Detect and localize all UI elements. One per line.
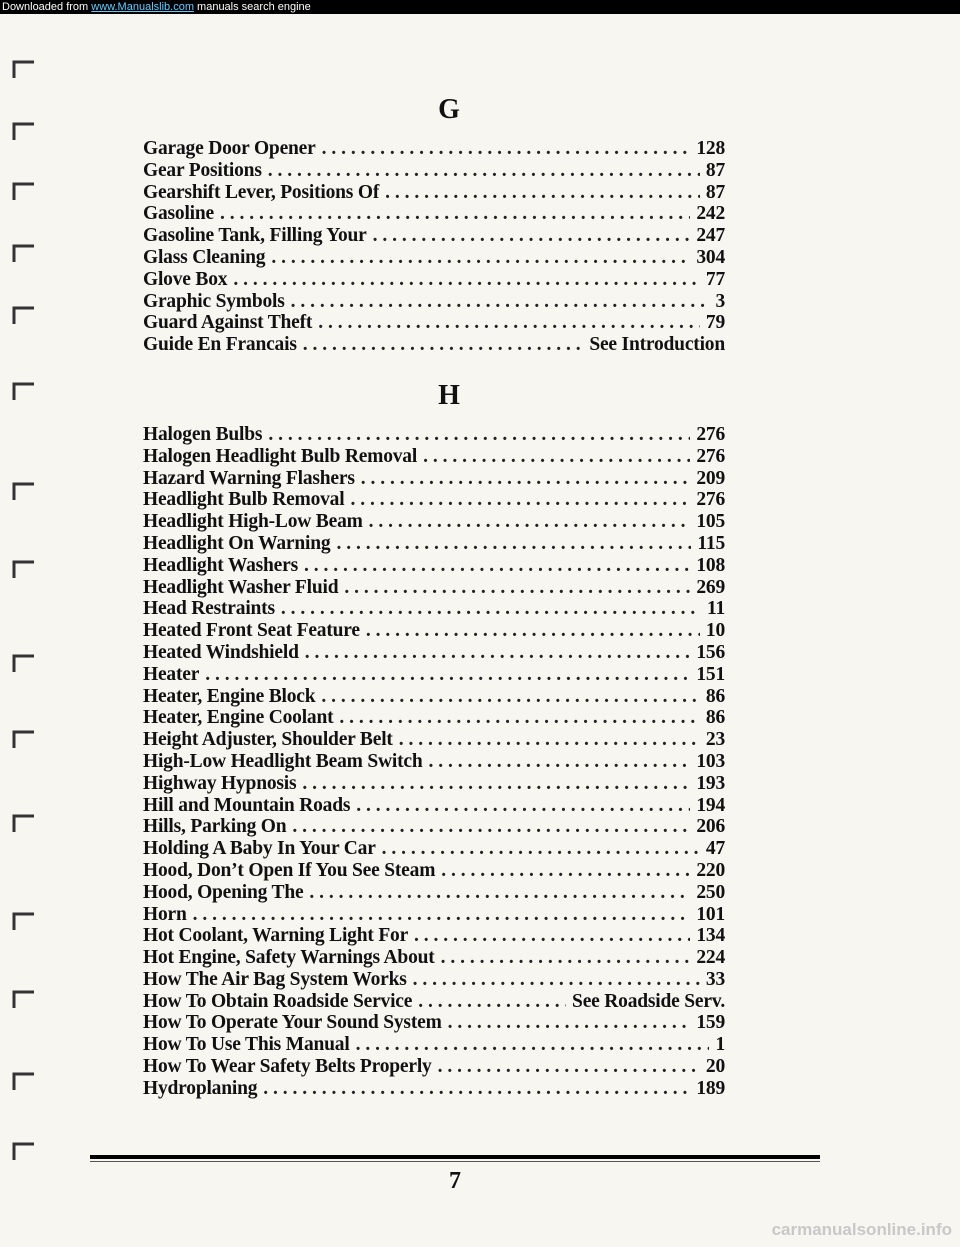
dot-leader: [373, 225, 691, 247]
entry-page: 194: [696, 794, 725, 816]
index-entry: [143, 925, 725, 947]
entry-page: 304: [696, 246, 725, 268]
entries-g: [143, 138, 725, 356]
entry-page: 33: [705, 968, 725, 990]
dot-leader: [356, 795, 690, 817]
entry-term: How To Wear Safety Belts Properly: [143, 1056, 432, 1078]
dot-leader: [304, 555, 690, 577]
entry-term: Guide En Francais: [143, 334, 297, 356]
entry-page: 159: [696, 1012, 725, 1034]
download-banner: [0, 0, 960, 14]
entry-term: Gasoline: [143, 203, 214, 225]
entry-page: 193: [696, 772, 725, 794]
entry-term: Holding A Baby In Your Car: [143, 838, 376, 860]
entry-term: Halogen Bulbs: [143, 423, 263, 445]
entry-term: Head Restraints: [143, 598, 275, 620]
dot-leader: [428, 751, 690, 773]
entry-page: 220: [696, 859, 725, 881]
index-entry: [143, 707, 725, 729]
section-letter-h: H: [438, 379, 460, 411]
index-entry: [143, 312, 725, 334]
index-entry: [143, 160, 725, 182]
dot-leader: [366, 620, 700, 642]
entry-term: Heated Front Seat Feature: [143, 620, 360, 642]
dot-leader: [369, 511, 691, 533]
entry-term: Hot Coolant, Warning Light For: [143, 925, 409, 947]
entry-term: Graphic Symbols: [143, 290, 285, 312]
index-entry: [143, 751, 725, 773]
entry-term: Hazard Warning Flashers: [143, 467, 355, 489]
index-entry: [143, 686, 725, 708]
entry-term: Hood, Opening The: [143, 881, 304, 903]
entry-term: Heater, Engine Block: [143, 685, 316, 707]
entry-term: How The Air Bag System Works: [143, 968, 407, 990]
dot-leader: [268, 160, 700, 182]
entry-page: 1: [715, 1034, 725, 1056]
dot-leader: [382, 838, 700, 860]
entry-page: 86: [705, 707, 725, 729]
entry-page: 276: [696, 445, 725, 467]
index-entry: [143, 468, 725, 490]
entry-page: See Roadside Serv.: [572, 990, 725, 1012]
entry-term: Hills, Parking On: [143, 816, 287, 838]
section-letter-g: G: [438, 94, 460, 125]
index-entry: [143, 1034, 725, 1056]
dot-leader: [292, 816, 690, 838]
index-entry: [143, 203, 725, 225]
dot-leader: [438, 1056, 700, 1078]
dot-leader: [414, 925, 690, 947]
entry-page: 105: [696, 511, 725, 533]
entry-term: Gearshift Lever, Positions Of: [143, 181, 380, 203]
entry-term: High-Low Headlight Beam Switch: [143, 750, 423, 772]
entry-page: 206: [696, 816, 725, 838]
index-entry: [143, 555, 725, 577]
entry-page: 128: [696, 138, 725, 159]
entry-term: Highway Hypnosis: [143, 772, 297, 794]
dot-leader: [413, 969, 700, 991]
index-entry: [143, 795, 725, 817]
entry-term: Heated Windshield: [143, 641, 299, 663]
index-entry: [143, 1078, 725, 1100]
index-entry: [143, 511, 725, 533]
entry-page: 108: [696, 554, 725, 576]
dot-leader: [448, 1012, 691, 1034]
index-entry: [143, 182, 725, 204]
watermark: carmanualsonline.info: [771, 1220, 952, 1239]
index-entry: [143, 446, 725, 468]
dot-leader: [271, 247, 690, 269]
entry-page: 115: [697, 532, 725, 554]
entry-term: Hydroplaning: [143, 1077, 258, 1099]
entry-page: 86: [705, 685, 725, 707]
entry-page: 134: [696, 925, 725, 947]
entry-page: 151: [696, 663, 725, 685]
footer-rule-thin: [90, 1161, 820, 1162]
dot-leader: [309, 882, 690, 904]
index-content: [143, 96, 725, 1100]
entry-term: Guard Against Theft: [143, 312, 313, 334]
index-entry: [143, 598, 725, 620]
entry-page: 87: [705, 159, 725, 181]
dot-leader: [302, 773, 690, 795]
page-number: 7: [449, 1168, 461, 1194]
index-entry: [143, 816, 725, 838]
entry-term: Glove Box: [143, 268, 228, 290]
entry-page: 79: [705, 312, 725, 334]
dot-leader: [399, 729, 700, 751]
dot-leader: [441, 947, 691, 969]
index-entry: [143, 291, 725, 313]
index-entry: [143, 991, 725, 1013]
dot-leader: [220, 203, 690, 225]
dot-leader: [350, 489, 690, 511]
entry-term: Heater: [143, 663, 200, 685]
index-entry: [143, 838, 725, 860]
dot-leader: [268, 424, 690, 446]
dot-leader: [233, 269, 700, 291]
index-entry: [143, 664, 725, 686]
index-entry: [143, 1056, 725, 1078]
entry-page: 20: [705, 1056, 725, 1078]
entry-page: 276: [696, 489, 725, 511]
dot-leader: [356, 1034, 710, 1056]
entry-term: Headlight Bulb Removal: [143, 489, 345, 511]
index-entry: [143, 577, 725, 599]
entry-term: Garage Door Opener: [143, 138, 316, 159]
entry-term: Horn: [143, 903, 187, 925]
entry-page: 156: [696, 641, 725, 663]
binder-marks: [0, 0, 60, 1242]
index-entry: [143, 225, 725, 247]
entry-page: 77: [705, 268, 725, 290]
entries-h: [143, 424, 725, 1100]
dot-leader: [291, 291, 710, 313]
entry-page: 11: [706, 598, 725, 620]
index-entry: [143, 269, 725, 291]
dot-leader: [418, 991, 566, 1013]
index-entry: [143, 947, 725, 969]
manualslib-link[interactable]: www.Manualslib.com: [91, 1, 194, 13]
index-entry: [143, 424, 725, 446]
entry-term: How To Operate Your Sound System: [143, 1012, 442, 1034]
dot-leader: [361, 468, 691, 490]
entry-term: Headlight High-Low Beam: [143, 511, 363, 533]
entry-term: Glass Cleaning: [143, 246, 266, 268]
entry-term: Halogen Headlight Bulb Removal: [143, 445, 418, 467]
index-entry: [143, 334, 725, 356]
entry-page: 189: [696, 1077, 725, 1099]
entry-page: 247: [696, 225, 725, 247]
banner-suffix: manuals search engine: [193, 1, 311, 13]
entry-term: Gear Positions: [143, 159, 262, 181]
entry-term: Hood, Don’t Open If You See Steam: [143, 859, 436, 881]
dot-leader: [263, 1078, 690, 1100]
index-entry: [143, 489, 725, 511]
index-entry: [143, 904, 725, 926]
dot-leader: [318, 312, 700, 334]
entry-page: 23: [705, 729, 725, 751]
entry-term: Headlight Washer Fluid: [143, 576, 339, 598]
dot-leader: [303, 334, 584, 356]
dot-leader: [344, 577, 690, 599]
dot-leader: [441, 860, 690, 882]
entry-term: Headlight Washers: [143, 554, 298, 576]
index-entry: [143, 138, 725, 160]
entry-page: 10: [705, 620, 725, 642]
banner-prefix: Downloaded from: [2, 1, 92, 13]
entry-term: How To Use This Manual: [143, 1034, 350, 1056]
dot-leader: [423, 446, 690, 468]
index-entry: [143, 860, 725, 882]
index-entry: [143, 620, 725, 642]
entry-page: 276: [696, 423, 725, 445]
index-entry: [143, 642, 725, 664]
entry-term: Headlight On Warning: [143, 532, 331, 554]
dot-leader: [339, 707, 699, 729]
entry-term: Heater, Engine Coolant: [143, 707, 334, 729]
entry-page: 87: [705, 181, 725, 203]
index-entry: [143, 729, 725, 751]
dot-leader: [321, 686, 699, 708]
entry-page: 224: [696, 947, 725, 969]
entry-page: See Introduction: [589, 334, 725, 356]
entry-term: How To Obtain Roadside Service: [143, 990, 413, 1012]
dot-leader: [336, 533, 691, 555]
dot-leader: [281, 598, 701, 620]
entry-page: 103: [696, 750, 725, 772]
entry-page: 242: [696, 203, 725, 225]
entry-page: 3: [715, 290, 725, 312]
entry-term: Height Adjuster, Shoulder Belt: [143, 729, 393, 751]
footer-rule: [90, 1155, 820, 1159]
index-entry: [143, 882, 725, 904]
entry-page: 47: [705, 838, 725, 860]
entry-page: 101: [696, 903, 725, 925]
entry-term: Gasoline Tank, Filling Your: [143, 225, 367, 247]
index-entry: [143, 1012, 725, 1034]
dot-leader: [205, 664, 690, 686]
index-entry: [143, 533, 725, 555]
dot-leader: [385, 182, 700, 204]
entry-page: 250: [696, 881, 725, 903]
dot-leader: [305, 642, 691, 664]
entry-page: 209: [696, 467, 725, 489]
dot-leader: [322, 138, 691, 160]
index-entry: [143, 969, 725, 991]
entry-page: 269: [696, 576, 725, 598]
entry-term: Hot Engine, Safety Warnings About: [143, 947, 435, 969]
entry-term: Hill and Mountain Roads: [143, 794, 351, 816]
dot-leader: [193, 904, 691, 926]
index-entry: [143, 773, 725, 795]
index-entry: [143, 247, 725, 269]
